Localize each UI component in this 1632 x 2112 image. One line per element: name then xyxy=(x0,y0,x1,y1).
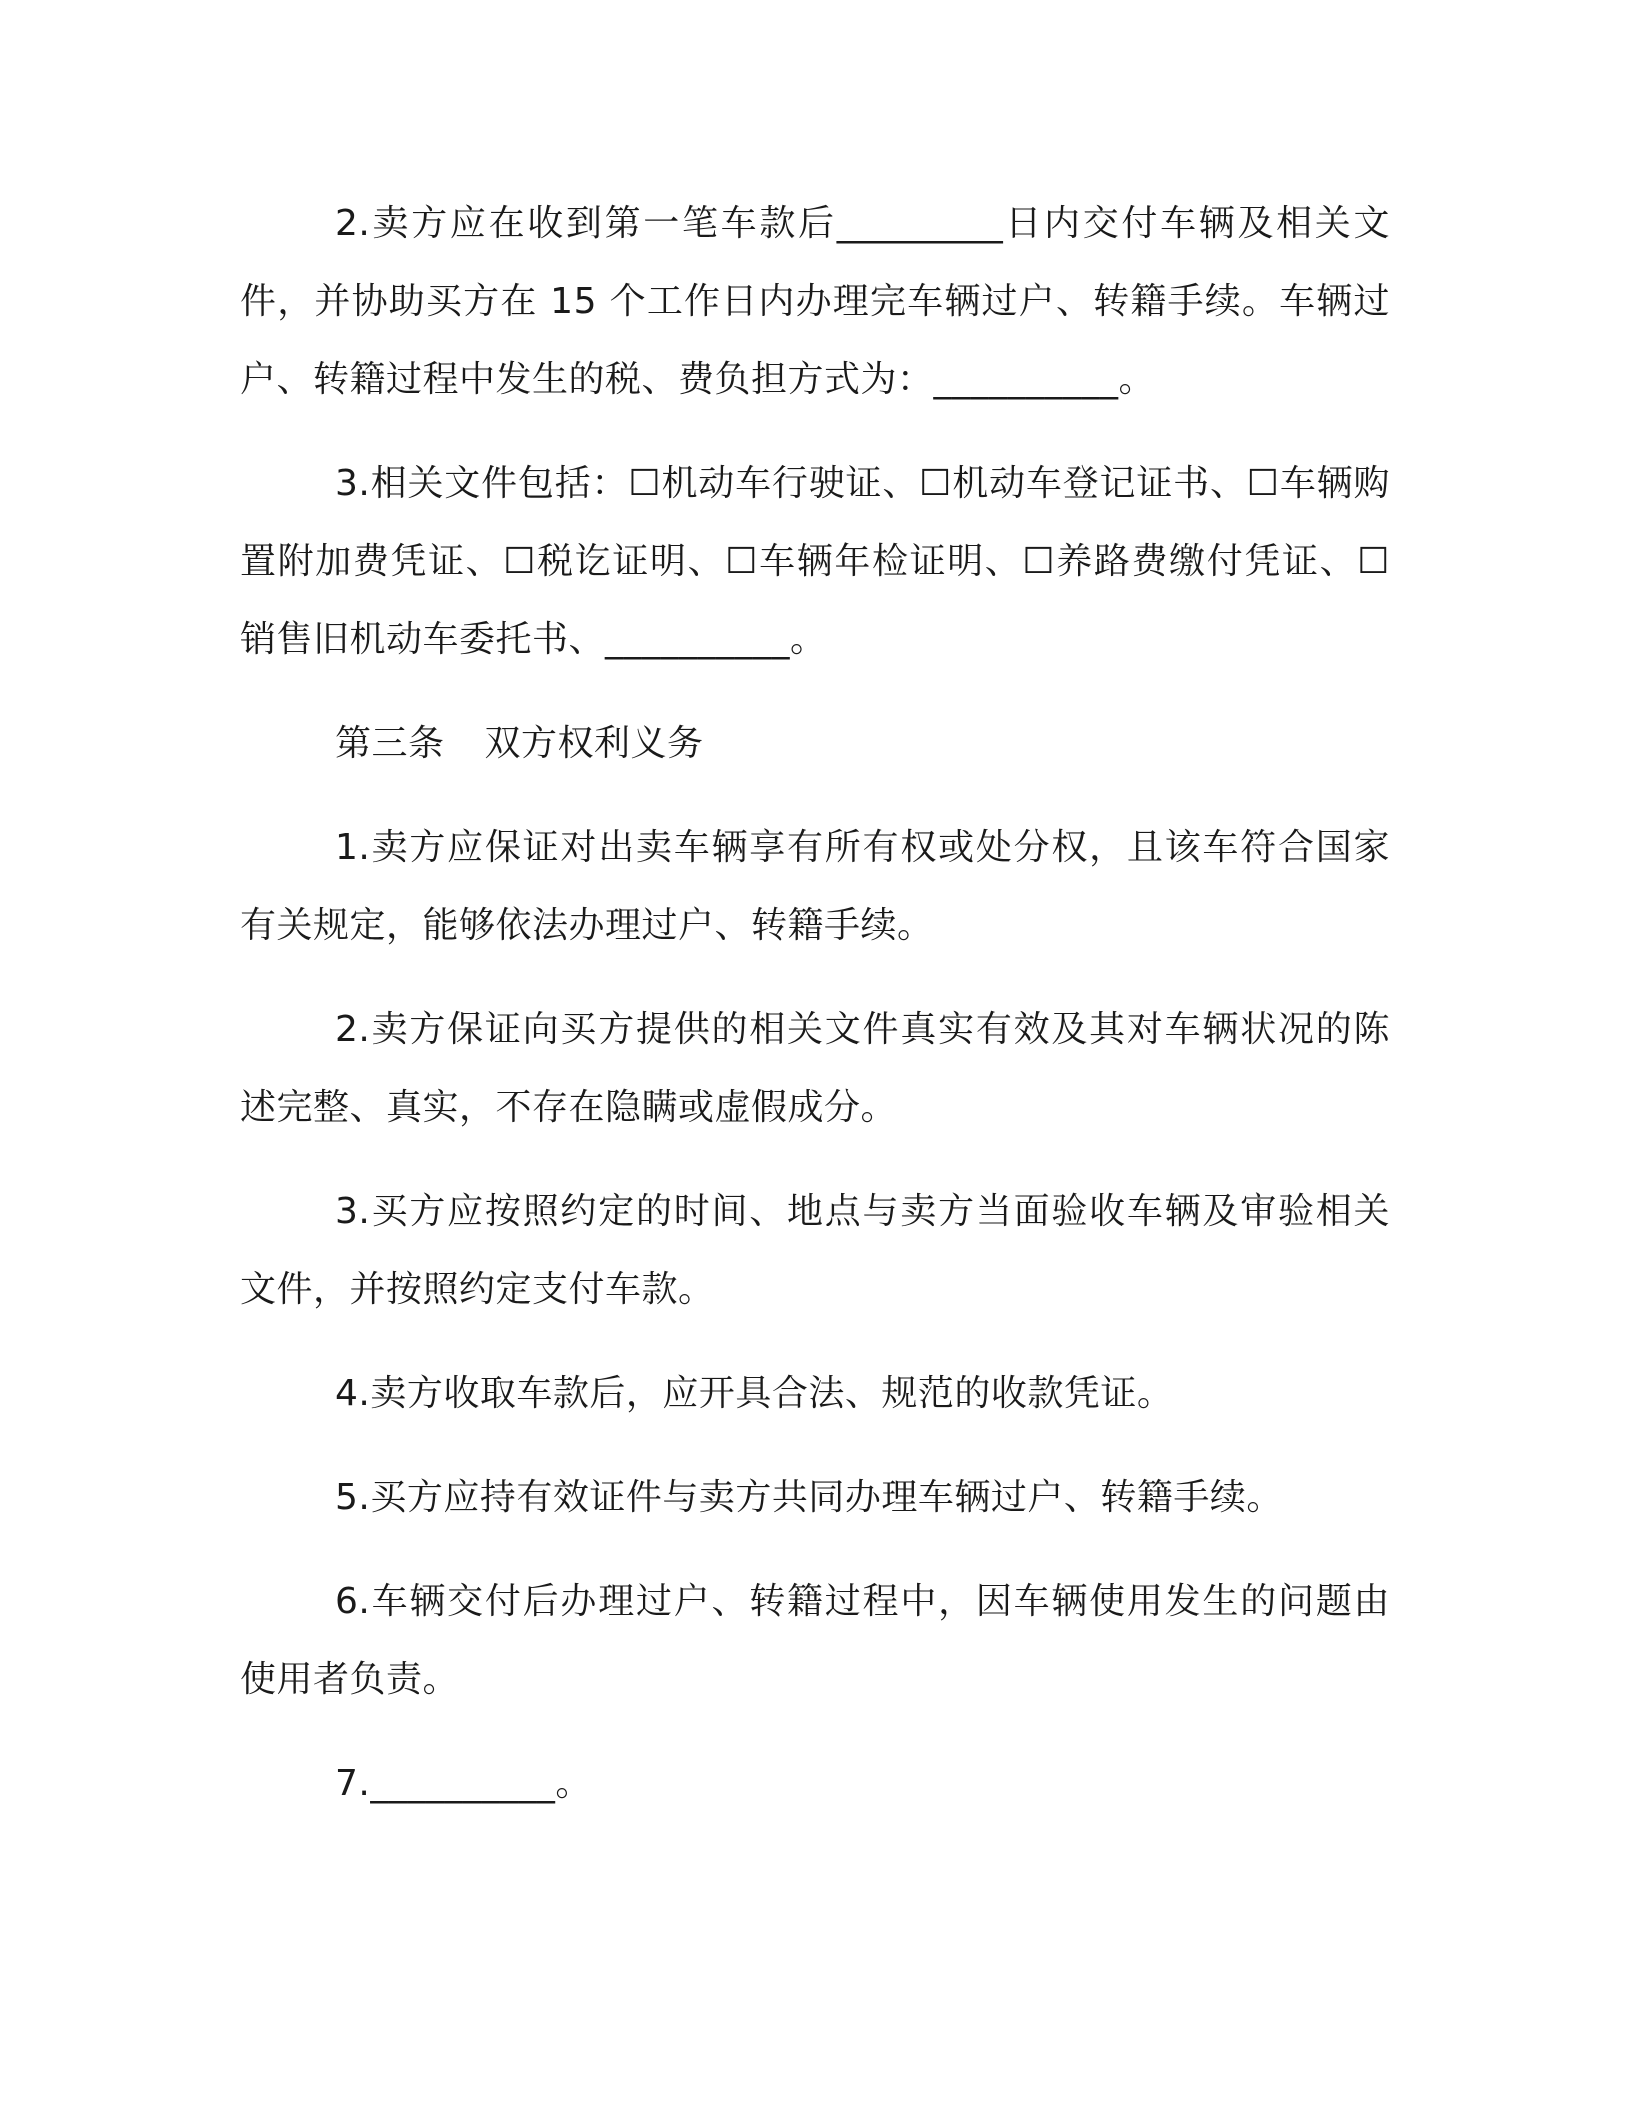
rights-clause-6: 6.车辆交付后办理过户、转籍过程中，因车辆使用发生的问题由使用者负责。 xyxy=(240,1581,1390,1700)
clause-3-documents: 3.相关文件包括：☐机动车行驶证、☐机动车登记证书、☐车辆购置附加费凭证、☐税讫证明、☐车辆年检证明、☐养路费缴付凭证、☐销售旧机动车委托书、__________。 xyxy=(240,463,1390,660)
clause-2-delivery: 2.卖方应在收到第一笔车款后_________日内交付车辆及相关文件，并协助买方在 15 个工作日内办理完车辆过户、转籍手续。车辆过户、转籍过程中发生的税、费负担方式为：__________。 xyxy=(240,203,1390,400)
rights-clause-1: 1.卖方应保证对出卖车辆享有所有权或处分权，且该车符合国家有关规定，能够依法办理过户、转籍手续。 xyxy=(240,827,1390,946)
rights-clause-5: 5.买方应持有效证件与卖方共同办理车辆过户、转籍手续。 xyxy=(335,1477,1283,1518)
rights-clause-7: 7.__________。 xyxy=(335,1763,592,1804)
rights-clause-2: 2.卖方保证向买方提供的相关文件真实有效及其对车辆状况的陈述完整、真实，不存在隐瞒或虚假成分。 xyxy=(240,1009,1390,1128)
section-heading xyxy=(240,705,1390,783)
rights-clause-3: 3.买方应按照约定的时间、地点与卖方当面验收车辆及审验相关文件，并按照约定支付车款。 xyxy=(240,1191,1390,1310)
section-title: 双方权利义务 xyxy=(484,723,704,764)
section-number: 第三条 xyxy=(335,723,445,764)
rights-clause-4: 4.卖方收取车款后，应开具合法、规范的收款凭证。 xyxy=(335,1373,1174,1414)
document-body xyxy=(240,185,1390,1849)
